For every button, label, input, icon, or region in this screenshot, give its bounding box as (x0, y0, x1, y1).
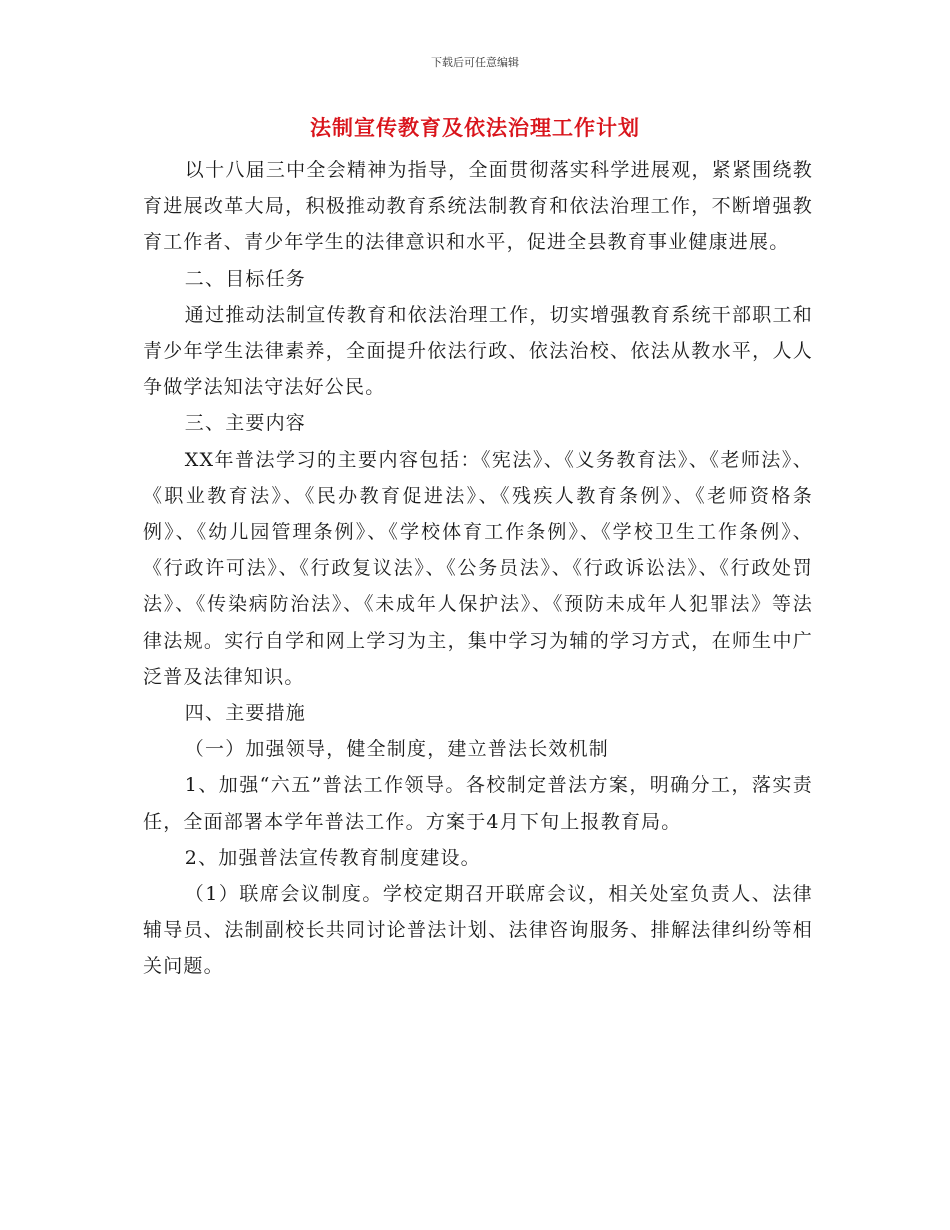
document-body (143, 152, 813, 985)
paragraph-content: XX年普法学习的主要内容包括：《宪法》、《义务教育法》、《老师法》、《职业教育法》、《民办教育促进法》、《残疾人教育条例》、《老师资格条例》、《幼儿园管理条例》、《学校体育工作条例》、《学校卫生工作条例》、《行政许可法》、《行政复议法》、《公务员法》、《行政诉讼法》、《行政处罚法》、《传染病防治法》、《未成年人保护法》、《预防未成年人犯罪法》等法律法规。实行自学和网上学习为主，集中学习为辅的学习方式，在师生中广泛普及法律知识。 (143, 448, 813, 688)
header-note: 下载后可任意编辑 (431, 56, 519, 69)
paragraph-item-1: 1、加强“六五”普法工作领导。各校制定普法方案，明确分工，落实责任，全面部署本学年普法工作。方案于4月下旬上报教育局。 (143, 774, 813, 833)
paragraph-goals: 通过推动法制宣传教育和依法治理工作，切实增强教育系统干部职工和青少年学生法律素养，全面提升依法行政、依法治校、依法从教水平，人人争做学法知法守法好公民。 (143, 303, 813, 399)
subheading-leadership: （一）加强领导，健全制度，建立普法长效机制 (184, 738, 609, 761)
heading-content: 三、主要内容 (184, 412, 306, 435)
paragraph-item-2-1: （1）联席会议制度。学校定期召开联席会议，相关处室负责人、法律辅导员、法制副校长共同讨论普法计划、法律咨询服务、排解法律纠纷等相关问题。 (143, 883, 813, 978)
document-title: 法制宣传教育及依法治理工作计划 (310, 116, 640, 140)
heading-measures: 四、主要措施 (184, 702, 306, 725)
paragraph-intro: 以十八届三中全会精神为指导，全面贯彻落实科学进展观，紧紧围绕教育进展改革大局，积极推动教育系统法制教育和依法治理工作，不断增强教育工作者、青少年学生的法律意识和水平，促进全县教育事业健康进展。 (143, 159, 813, 254)
heading-goals: 二、目标任务 (184, 267, 306, 290)
paragraph-item-2: 2、加强普法宣传教育制度建设。 (184, 846, 481, 869)
